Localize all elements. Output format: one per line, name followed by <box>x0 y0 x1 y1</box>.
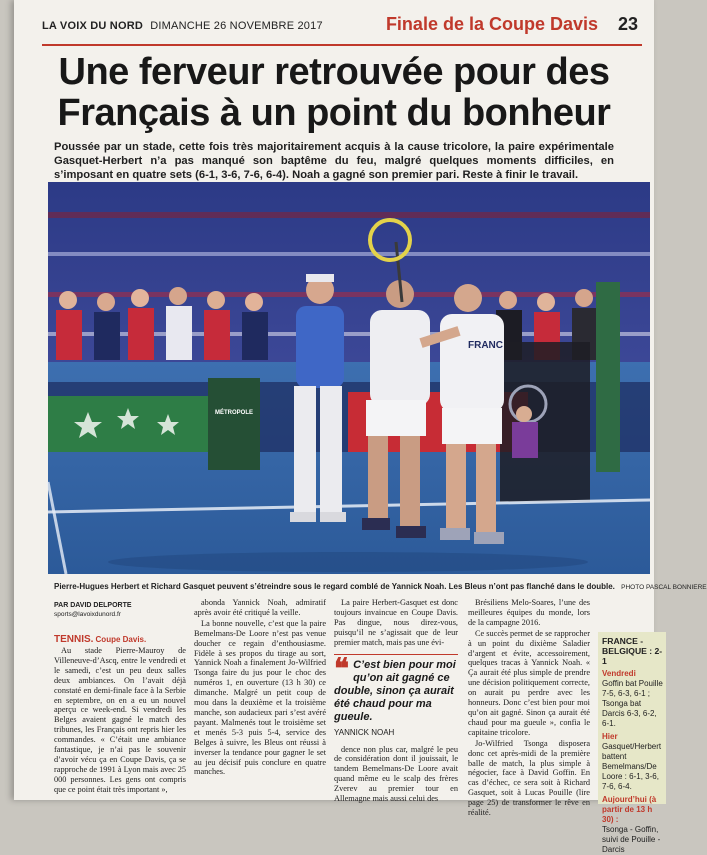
scoreboard-line: Bemelmans/De Loore : 6-1, 3-6, <box>602 762 659 781</box>
scoreboard-line: 7-6, 6-4. <box>602 782 632 791</box>
column-3-top-text: La paire Herbert-Gasquet est donc toujours invaincue en Coupe Davis. Pas dingue, nous direz-vous, puisqu’il ne s’agissait que de leur premier match, mais pas une évi- <box>334 598 458 647</box>
quote-mark-icon: ❝ <box>334 653 350 685</box>
column-4-paragraph: Jo-Wilfried Tsonga disposera donc cet après-midi de la première balle de match, la plus simple à négocier, face à David Goffin. En cas d’échec, ce sera soit à Richard Gasquet, soit à Lucas Pouille (lire page 25) de transformer le rêve en réalité. <box>468 738 590 818</box>
pull-quote-text: C’est bien pour moi qu’on ait gagné ce double, sinon ça aurait été chaud pour ma gueule. <box>334 658 456 723</box>
byline-author: PAR DAVID DELPORTE <box>54 602 132 609</box>
newspaper-page <box>14 0 707 854</box>
lede-paragraph: Poussée par un stade, cette fois très majoritairement acquis à la cause tricolore, la paire expérimentale Gasquet-Herbert n’a pas manqué son baptême du feu, malgré quelques moments difficiles, en s’imposant en quatre sets (6-1, 3-6, 7-6, 6-4). Noah a gagné son premier pari. Reste à finir le travail. <box>54 141 614 181</box>
column-3-bottom-text: dence non plus car, malgré le peu de considération dont il jouissait, le tandem Bemelmans-De Loore avait quand même eu le scalp des frères Zverev au premier tour en Allemagne mais aussi celui des <box>334 744 458 804</box>
column-1-text: Au stade Pierre-Mauroy de Villeneuve-d’Ascq, entre le vendredi et le samedi, c’est un peu deux salles deux ambiances. On l’avait déjà constaté en demi-finale face à la Serbie en septembre, on en a eu un nouvel aperçu ce week-end. Si vendredi les Belges avaient gagné le match des tribunes, les Français ont repris hier les commandes. « C’était une ambiance fantastique, je n’ai pas le souvenir d’avoir vécu ça en Coupe Davis, ça se rapproche de 1991 à Lyon mais avec 25 000 personnes. Les gens ont compris que ce point était très important », <box>54 646 187 794</box>
photo-board-text: MÉTROPOLE <box>214 410 254 416</box>
byline-email[interactable]: sports@lavoixdunord.fr <box>54 611 121 618</box>
kicker-sub: Coupe Davis. <box>95 635 147 644</box>
page-number: 23 <box>617 14 638 34</box>
photo-credit: PHOTO PASCAL BONNIERE <box>621 584 707 591</box>
scoreboard-line: Goffin bat Pouille 7-5, 6-3, 6-1 ; <box>602 679 663 698</box>
photo-illustration <box>48 182 650 574</box>
scoreboard-line: Gasquet/Herbert battent <box>602 742 662 761</box>
scoreboard-heading: Vendredi <box>602 669 636 678</box>
header-rule <box>42 44 642 46</box>
scoreboard-box <box>598 632 666 854</box>
publication-date: DIMANCHE 26 NOVEMBRE 2017 <box>150 20 323 32</box>
pull-quote-attribution: YANNICK NOAH <box>334 727 395 737</box>
scoreboard-heading: Aujourd’hui (à partir de 13 h 30) : <box>602 795 657 824</box>
headline: Une ferveur retrouvée pour des Français à un point du bonheur <box>57 51 611 134</box>
caption-text: Pierre-Hugues Herbert et Richard Gasquet peuvent s’étreindre sous le regard comblé de Yannick Noah. Les Bleus n’ont pas flanché dans le double. <box>54 582 615 591</box>
byline <box>54 602 194 618</box>
column-4-paragraph: Ce succès permet de se rapprocher à un point du dixième Saladier d’argent et évite, accessoirement, quelques tracas à Yannick Noah. « Ça aurait été plus simple de prendre une décision politiquement correcte, on aurait pu perdre avec les honneurs. Donc c’est bien pour moi qu’on ait gagné. Sinon ça aurait été chaud pour ma gueule », confia le capitaine tricolore. <box>468 628 590 737</box>
column-4-paragraph: Brésiliens Melo-Soares, l’une des meilleures équipes du monde, lors de la campagne 2016. <box>468 598 590 627</box>
kicker: TENNIS. <box>54 634 94 645</box>
article-photo <box>48 182 650 574</box>
publication-name: LA VOIX DU NORD <box>42 20 143 32</box>
scoreboard-heading: Hier <box>602 732 618 741</box>
publication-line <box>42 20 323 32</box>
article-column-4 <box>468 598 590 819</box>
page-header <box>42 14 638 44</box>
shirt-text: FRANC <box>468 340 503 351</box>
section-title: Finale de la Coupe Davis <box>385 14 598 34</box>
photo-caption <box>54 582 707 591</box>
scoreboard-title: FRANCE - BELGIQUE : 2-1 <box>602 636 663 666</box>
article-column-3 <box>334 598 458 805</box>
scoreboard-line: Tsonga bat Darcis 6-3, 6-2, 6-1. <box>602 699 657 728</box>
scoreboard-line: suivi de Pouille - Darcis <box>602 835 661 854</box>
column-2-paragraph: abonda Yannick Noah, admiratif après avoir été critiqué la veille. <box>194 598 326 617</box>
article-column-2 <box>194 598 326 778</box>
article-column-1 <box>54 634 186 796</box>
pull-quote <box>334 654 458 737</box>
scoreboard-line: Tsonga - Goffin, <box>602 825 659 834</box>
column-2-paragraph: La bonne nouvelle, c’est que la paire Bemelmans-De Loore n’est pas venue doucher ce regain d’enthousiasme. Fidèle à ses propos du tirage au sort, Yannick Noah a finalement Jo-Wilfried Tsonga faire du jus pour le choc des numéros 1, en ouverture (13 h 30) ce dimanche. Malgré un petit coup de mou dans la deuxième et la troisième manche, son audacieux pari s’est avéré payant. Malmenés tout le troisième set et menés 5-3 puis 5-4, service des Belges à suivre, les Bleus ont réussi à inverser la tendance pour gagner le set au jeu décisif puis conclure en quatre manches. <box>194 618 326 777</box>
